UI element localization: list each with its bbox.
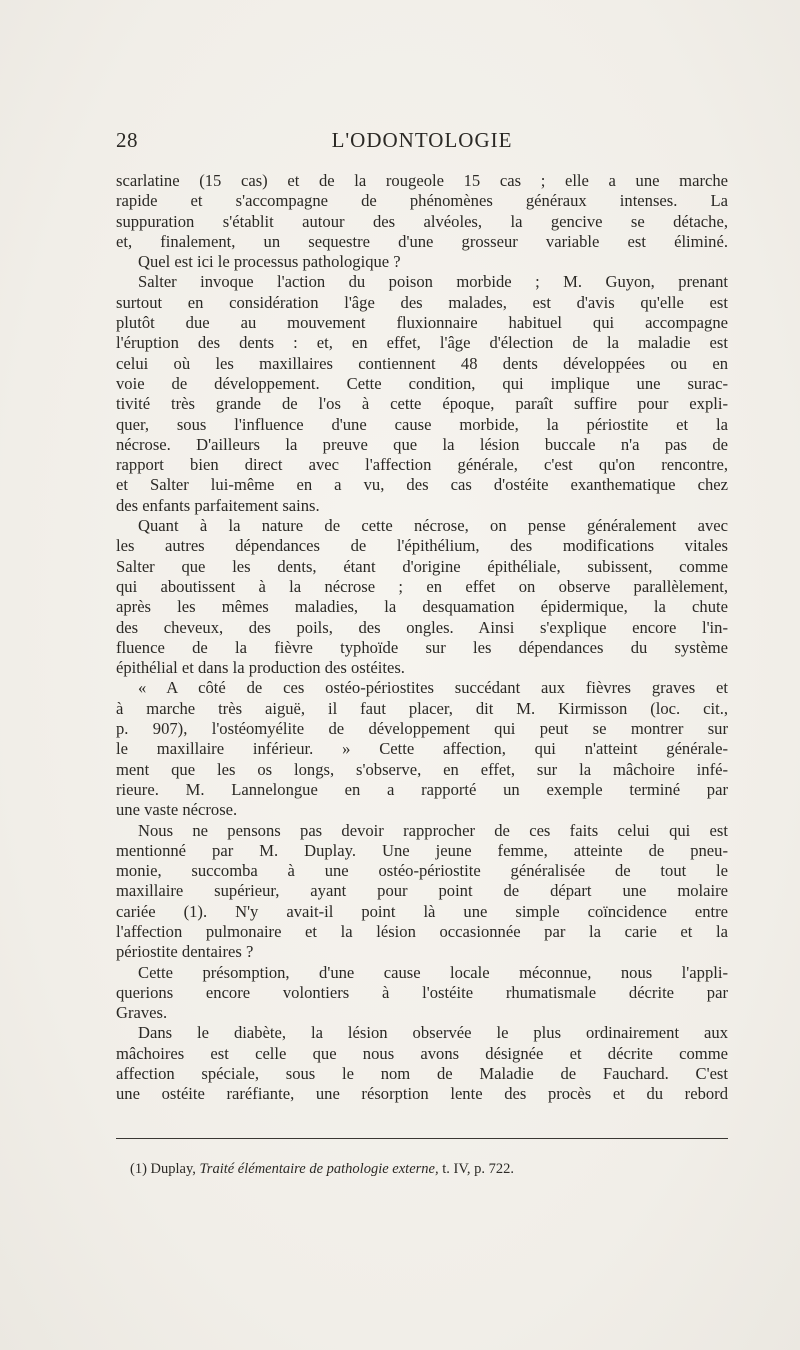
text-line: Quel est ici le processus pathologique ? (138, 252, 401, 272)
text-line: à marche très aiguë, il faut placer, dit M. Kirmisson (loc. cit., (116, 698, 728, 718)
footnote-rest: t. IV, p. 722. (442, 1161, 515, 1177)
text-line: les autres dépendances de l'épithélium, des modifications vitales (116, 536, 728, 556)
footnote-title: Traité élémentaire de pathologie externe, (199, 1161, 439, 1177)
text-line: une vaste nécrose. (116, 800, 238, 820)
text-line: et Salter lui-même en a vu, des cas d'ostéite exanthematique chez (116, 475, 728, 495)
text-line: suppuration s'établit autour des alvéoles, la gencive se détache, (116, 211, 728, 231)
text-line: rapide et s'accompagne de phénomènes généraux intenses. La (116, 191, 728, 211)
text-line: Salter invoque l'action du poison morbide ; M. Guyon, prenant (138, 272, 728, 292)
text-line: mentionné par M. Duplay. Une jeune femme, atteinte de pneu- (116, 840, 728, 860)
text-line: surtout en considération l'âge des malades, est d'avis qu'elle est (116, 292, 728, 312)
text-line: épithélial et dans la production des ostéites. (116, 658, 405, 678)
text-line: le maxillaire inférieur. » Cette affection, qui n'atteint générale- (116, 739, 728, 759)
body-text (116, 171, 728, 1105)
text-line: nécrose. D'ailleurs la preuve que la lésion buccale n'a pas de (116, 434, 728, 454)
text-line: querions encore volontiers à l'ostéite rhumatismale décrite par (116, 982, 728, 1002)
text-line: et, finalement, un sequestre d'une grosseur variable est éliminé. (116, 231, 728, 251)
text-line: celui où les maxillaires contiennent 48 dents développées ou en (116, 353, 728, 373)
text-line: ment que les os longs, s'observe, en effet, sur la mâchoire infé- (116, 759, 728, 779)
text-line: l'éruption des dents : et, en effet, l'âge d'élection de la maladie est (116, 333, 728, 353)
text-line: l'affection pulmonaire et la lésion occasionnée par la carie et la (116, 921, 728, 941)
text-line: tivité très grande de l'os à cette époque, paraît suffire pour expli- (116, 394, 728, 414)
footnote (130, 1160, 730, 1178)
text-line: scarlatine (15 cas) et de la rougeole 15 cas ; elle a une marche (116, 171, 728, 190)
text-line: après les mêmes maladies, la desquamation épidermique, la chute (116, 597, 728, 617)
text-line: Cette présomption, d'une cause locale méconnue, nous l'appli- (138, 962, 728, 982)
text-line: une ostéite raréfiante, une résorption lente des procès et du rebord (116, 1084, 728, 1104)
text-line: affection spéciale, sous le nom de Maladie de Fauchard. C'est (116, 1064, 728, 1084)
page-number: 28 (116, 128, 138, 152)
text-line: qui aboutissent à la nécrose ; en effet on observe parallèlement, (116, 576, 728, 596)
text-line: maxillaire supérieur, ayant pour point de départ une molaire (116, 881, 728, 901)
text-line: mâchoires est celle que nous avons désignée et décrite comme (116, 1043, 728, 1063)
text-line: des cheveux, des poils, des ongles. Ainsi s'explique encore l'in- (116, 617, 728, 637)
text-line: Quant à la nature de cette nécrose, on pense généralement avec (138, 516, 728, 536)
text-line: Dans le diabète, la lésion observée le plus ordinairement aux (138, 1023, 728, 1043)
text-line: monie, succomba à une ostéo-périostite généralisée de tout le (116, 861, 728, 881)
text-line: Salter que les dents, étant d'origine épithéliale, subissent, comme (116, 556, 728, 576)
footnote-rule (116, 1138, 728, 1139)
running-title: L'ODONTOLOGIE (331, 128, 513, 152)
text-line: quer, sous l'influence d'une cause morbide, la périostite et la (116, 414, 728, 434)
text-line: p. 907), l'ostéomyélite de développement qui peut se montrer sur (116, 719, 728, 739)
text-line: Graves. (116, 1003, 168, 1023)
text-line: périostite dentaires ? (116, 942, 254, 962)
text-line: plutôt due au mouvement fluxionnaire habituel qui accompagne (116, 313, 728, 333)
text-line: « A côté de ces ostéo-périostites succédant aux fièvres graves et (138, 678, 728, 698)
page-header (116, 128, 728, 158)
text-line: voie de développement. Cette condition, qui implique une surac- (116, 373, 728, 393)
text-line: des enfants parfaitement sains. (116, 495, 320, 515)
text-line: Nous ne pensons pas devoir rapprocher de ces faits celui qui est (138, 820, 728, 840)
text-line: cariée (1). N'y avait-il point là une simple coïncidence entre (116, 901, 728, 921)
footnote-marker: (1) Duplay, (130, 1161, 196, 1177)
text-line: rapport bien direct avec l'affection générale, c'est qu'on rencontre, (116, 455, 728, 475)
text-line: fluence de la fièvre typhoïde sur les dépendances du système (116, 637, 728, 657)
text-line: rieure. M. Lannelongue en a rapporté un exemple terminé par (116, 779, 728, 799)
